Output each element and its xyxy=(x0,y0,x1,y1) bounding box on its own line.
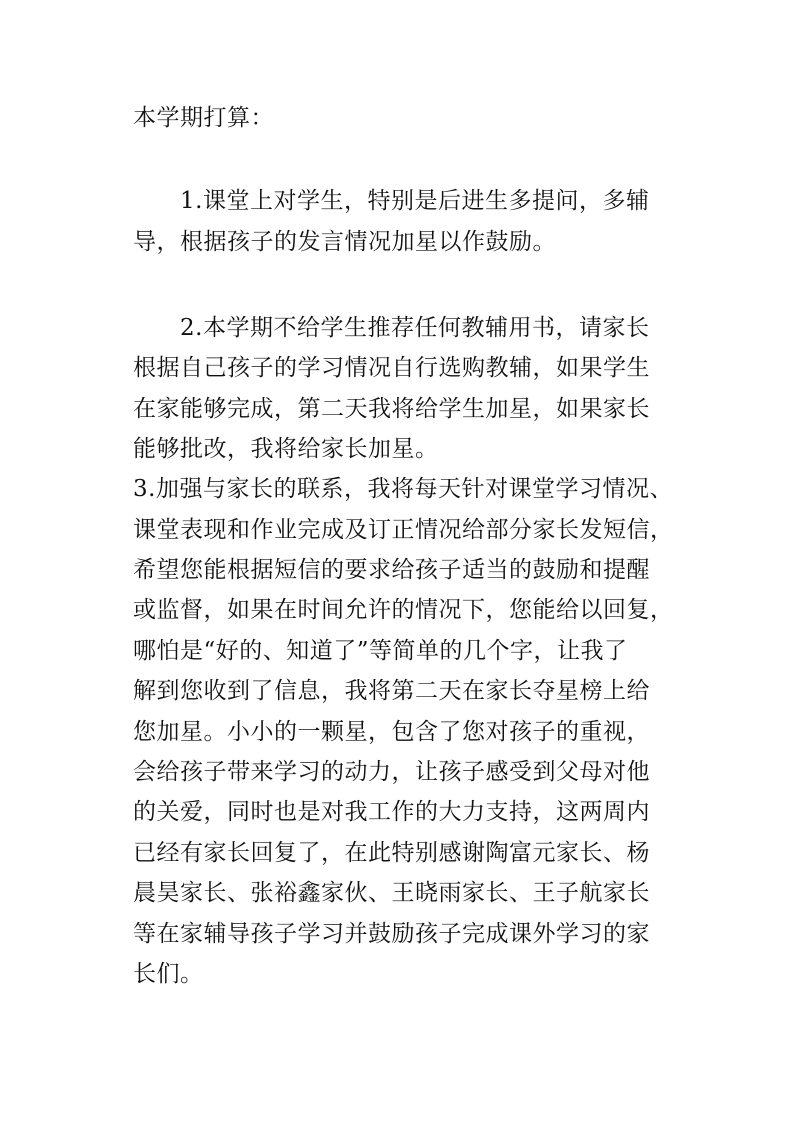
item3-line-6: 解到您收到了信息，我将第二天在家长夺星榜上给 xyxy=(133,678,650,704)
item2-line-3: 在家能够完成，第二天我将给学生加星，如果家长 xyxy=(133,396,650,422)
item3-line-4: 或监督，如果在时间允许的情况下，您能给以回复， xyxy=(133,597,674,623)
item3-line-9: 的关爱，同时也是对我工作的大力支持，这两周内 xyxy=(133,799,650,825)
item2-line-2: 根据自己孩子的学习情况自行选购教辅，如果学生 xyxy=(133,355,650,381)
item3-line-11: 晨昊家长、张裕鑫家伙、王晓雨家长、王子航家长 xyxy=(133,880,650,906)
item3-line-7: 您加星。小小的一颗星，包含了您对孩子的重视， xyxy=(133,719,650,745)
item3-line-1: 3.加强与家长的联系，我将每天针对课堂学习情况、 xyxy=(133,476,673,502)
item3-line-10: 已经有家长回复了，在此特别感谢陶富元家长、杨 xyxy=(133,840,650,866)
item3-line-2: 课堂表现和作业完成及订正情况给部分家长发短信， xyxy=(133,517,674,543)
item1-line-1: 1.课堂上对学生，特别是后进生多提问，多辅 xyxy=(180,188,650,214)
item3-line-8: 会给孩子带来学习的动力，让孩子感受到父母对他 xyxy=(133,759,650,785)
item2-line-1: 2.本学期不给学生推荐任何教辅用书，请家长 xyxy=(180,315,650,341)
document-heading: 本学期打算： xyxy=(133,105,274,131)
item3-line-12: 等在家辅导孩子学习并鼓励孩子完成课外学习的家 xyxy=(133,921,650,947)
item1-line-2: 导，根据孩子的发言情况加星以作鼓励。 xyxy=(133,229,556,255)
item2-line-4: 能够批改，我将给家长加星。 xyxy=(133,436,439,462)
item3-line-13: 长们。 xyxy=(133,961,204,987)
item3-line-5: 哪怕是“好的、知道了”等简单的几个字，让我了 xyxy=(133,638,628,664)
item3-line-3: 希望您能根据短信的要求给孩子适当的鼓励和提醒 xyxy=(133,557,650,583)
